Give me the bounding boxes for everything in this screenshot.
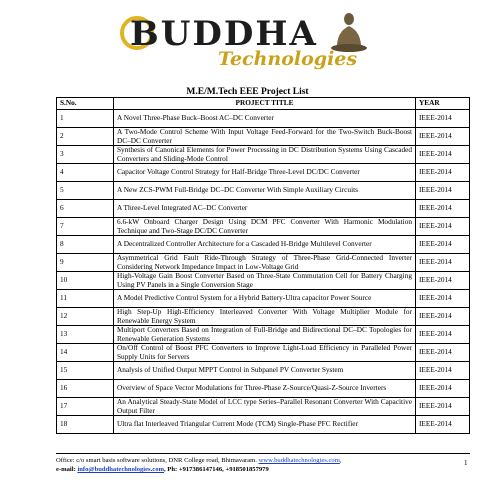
row-project-title: Overview of Space Vector Modulations for Three-Phase Z-Source/Quasi-Z-Source Inverters (114, 380, 416, 398)
table-row (57, 236, 470, 254)
row-project-title: Capacitor Voltage Control Strategy for Half-Bridge Three-Level DC/DC Converter (114, 164, 416, 182)
logo-brand-text: BUDDHA (130, 14, 318, 54)
row-sno: 3 (57, 146, 114, 164)
row-sno: 4 (57, 164, 114, 182)
row-year: IEEE-2014 (416, 110, 470, 128)
header-sno: S.No. (57, 98, 114, 110)
table-row (57, 308, 470, 326)
email-label: e-mail: (56, 466, 76, 473)
page-footer (56, 453, 470, 474)
email-link[interactable]: info@buddhatechnologies.com (77, 466, 164, 473)
row-project-title: A New ZCS-PWM Full-Bridge DC–DC Converter With Simple Auxiliary Circuits (114, 182, 416, 200)
row-project-title: A Model Predictive Control System for a Hybrid Battery-Ultra capacitor Power Source (114, 290, 416, 308)
row-sno: 6 (57, 200, 114, 218)
row-sno: 15 (57, 362, 114, 380)
website-link[interactable]: www.buddhatechnologies.com (258, 457, 340, 464)
table-row (57, 326, 470, 344)
project-table (56, 97, 470, 434)
row-sno: 2 (57, 128, 114, 146)
row-sno: 10 (57, 272, 114, 290)
table-row (57, 164, 470, 182)
table-row (57, 398, 470, 416)
footer-address-line: Office: c/o smart basis software solutions, DNR College road, Bhimavaram. www.buddhatechnologies.com, (56, 457, 342, 464)
table-row (57, 416, 470, 434)
header-year: YEAR (416, 98, 470, 110)
row-project-title: 6.6-kW Onboard Charger Design Using DCM PFC Converter With Harmonic Modulation Technique and Two-Stage DC/DC Converter (114, 218, 416, 236)
row-sno: 7 (57, 218, 114, 236)
table-row (57, 146, 470, 164)
row-sno: 5 (57, 182, 114, 200)
row-year: IEEE-2014 (416, 416, 470, 434)
row-year: IEEE-2014 (416, 272, 470, 290)
row-project-title: On/Off Control of Boost PFC Converters to Improve Light-Load Efficiency in Paralleled Power Supply Units for Servers (114, 344, 416, 362)
table-row (57, 290, 470, 308)
row-sno: 9 (57, 254, 114, 272)
table-row (57, 182, 470, 200)
office-address: Office: c/o smart basis software solutions, DNR College road, Bhimavaram. (56, 457, 257, 464)
row-year: IEEE-2014 (416, 254, 470, 272)
row-year: IEEE-2014 (416, 362, 470, 380)
row-sno: 11 (57, 290, 114, 308)
table-header-row (57, 98, 470, 110)
row-sno: 17 (57, 398, 114, 416)
row-year: IEEE-2014 (416, 290, 470, 308)
row-project-title: High Step-Up High-Efficiency Interleaved Converter With Voltage Multiplier Module for Renewable Energy System (114, 308, 416, 326)
row-sno: 8 (57, 236, 114, 254)
row-year: IEEE-2014 (416, 344, 470, 362)
footer-contact-line: e-mail: info@buddhatechnologies.com, Ph: +917386147146, +918501857979 (56, 466, 269, 473)
table-row (57, 110, 470, 128)
row-project-title: Ultra flat Interleaved Triangular Current Mode (TCM) Single-Phase PFC Rectifier (114, 416, 416, 434)
row-project-title: High-Voltage Gain Boost Converter Based on Three-State Commutation Cell for Battery Charging Using PV Panels in a Single Conversion Stage (114, 272, 416, 290)
row-year: IEEE-2014 (416, 128, 470, 146)
page-title: M.E/M.Tech EEE Project List (186, 87, 309, 97)
row-year: IEEE-2014 (416, 200, 470, 218)
table-row (57, 380, 470, 398)
row-year: IEEE-2014 (416, 182, 470, 200)
row-year: IEEE-2014 (416, 146, 470, 164)
table-row (57, 200, 470, 218)
row-sno: 16 (57, 380, 114, 398)
row-project-title: Multiport Converters Based on Integration of Full-Bridge and Bidirectional DC–DC Topologies for Renewable Generation Systems (114, 326, 416, 344)
row-project-title: Asymmetrical Grid Fault Ride-Through Strategy of Three-Phase Grid-Connected Inverter Considering Network Impedance Impact in Low-Voltage Grid (114, 254, 416, 272)
row-project-title: Analysis of Unified Output MPPT Control in Subpanel PV Converter System (114, 362, 416, 380)
row-sno: 1 (57, 110, 114, 128)
table-row (57, 128, 470, 146)
row-year: IEEE-2014 (416, 236, 470, 254)
table-row (57, 218, 470, 236)
row-project-title: An Analytical Steady-State Model of LCC type Series–Parallel Resonant Converter With Capacitive Output Filter (114, 398, 416, 416)
row-project-title: A Decentralized Controller Architecture for a Cascaded H-Bridge Multilevel Converter (114, 236, 416, 254)
company-logo (100, 10, 400, 72)
row-sno: 18 (57, 416, 114, 434)
table-row (57, 344, 470, 362)
row-project-title: A Three-Level Integrated AC–DC Converter (114, 200, 416, 218)
header-project-title: PROJECT TITLE (114, 98, 416, 110)
table-row (57, 254, 470, 272)
row-year: IEEE-2014 (416, 218, 470, 236)
phone-numbers: Ph: +917386147146, +918501857979 (167, 466, 269, 473)
row-project-title: A Novel Three-Phase Buck–Boost AC–DC Converter (114, 110, 416, 128)
table-row (57, 362, 470, 380)
row-sno: 14 (57, 344, 114, 362)
buddha-statue-icon (328, 12, 370, 52)
row-year: IEEE-2014 (416, 326, 470, 344)
row-project-title: Synthesis of Canonical Elements for Power Processing in DC Distribution Systems Using Cascaded Converters and Sliding-Mode Control (114, 146, 416, 164)
page-number: 1 (464, 459, 468, 467)
logo-subtitle-text: Technologies (218, 48, 358, 70)
row-year: IEEE-2014 (416, 164, 470, 182)
row-year: IEEE-2014 (416, 308, 470, 326)
table-row (57, 272, 470, 290)
row-sno: 13 (57, 326, 114, 344)
row-sno: 12 (57, 308, 114, 326)
row-year: IEEE-2014 (416, 380, 470, 398)
row-project-title: A Two-Mode Control Scheme With Input Voltage Feed-Forward for the Two-Switch Buck-Boost DC–DC Converter (114, 128, 416, 146)
row-year: IEEE-2014 (416, 398, 470, 416)
